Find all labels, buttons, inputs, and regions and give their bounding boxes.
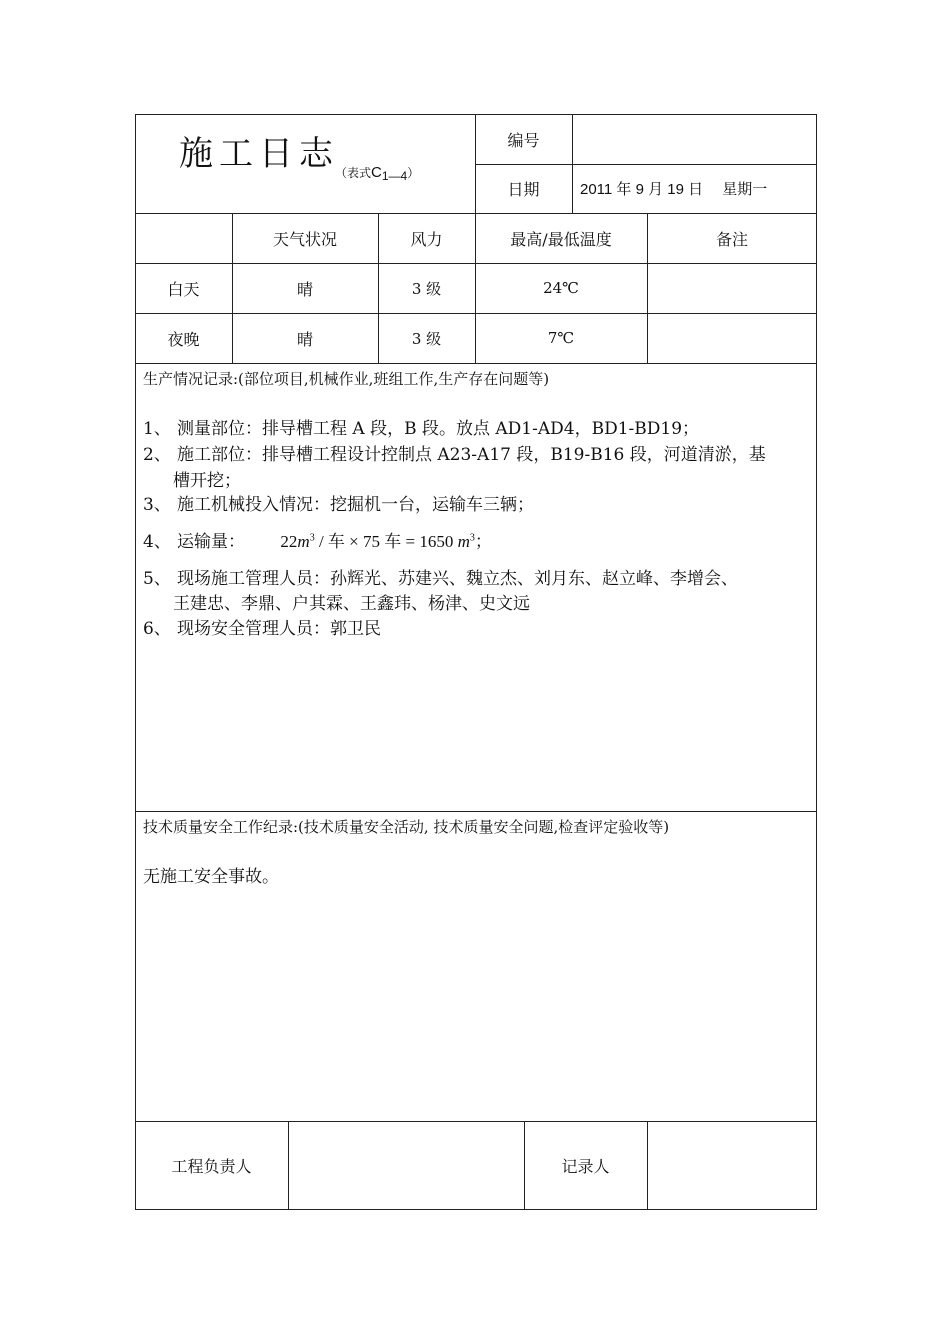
formula-exponent: 3 (469, 532, 475, 544)
production-item-4 (143, 527, 492, 552)
item-text: 槽开挖； (173, 471, 241, 491)
weather-wind-night: 3 级 (411, 329, 442, 348)
number-field[interactable] (572, 114, 817, 164)
project-manager-field[interactable] (288, 1121, 524, 1210)
production-item-2 (143, 440, 766, 465)
production-item-1 (143, 414, 699, 439)
production-item-2-continued (173, 466, 241, 491)
weather-col-condition: 天气状况 (272, 229, 337, 249)
production-item-5 (143, 564, 738, 589)
item-text: 现场施工管理人员：孙辉光、苏建兴、魏立杰、刘月东、赵立峰、李增会、 (177, 569, 738, 589)
date-label: 日期 (507, 180, 540, 199)
recorder-label: 记录人 (561, 1157, 610, 1176)
weather-col-temperature: 最高/最低温度 (510, 229, 612, 249)
weather-period-day: 白天 (167, 279, 200, 299)
item-number: 4、 (143, 532, 171, 552)
form-code-prefix: （表式 (335, 165, 372, 180)
item-number: 5、 (143, 569, 171, 589)
weather-condition-night: 晴 (296, 329, 313, 349)
weather-period-night: 夜晚 (167, 329, 200, 349)
weather-remark-day[interactable] (647, 263, 817, 313)
weather-col-remark: 备注 (715, 229, 748, 249)
weather-col-wind: 风力 (410, 229, 443, 249)
row-divider (135, 363, 817, 364)
item-number: 6、 (143, 619, 171, 639)
item-text: 施工机械投入情况：挖掘机一台，运输车三辆； (177, 495, 534, 515)
row-divider (135, 811, 817, 812)
formula-qty: 22 (280, 532, 298, 551)
formula-unit: m (297, 532, 310, 551)
weather-condition-day: 晴 (296, 279, 313, 299)
tech-section-content: 无施工安全事故。 (143, 867, 279, 887)
recorder-field[interactable] (647, 1121, 817, 1210)
item-number: 1、 (143, 419, 171, 439)
weather-remark-night[interactable] (647, 313, 817, 363)
item-text: 运输量： (177, 532, 245, 552)
weather-temperature-night: 7℃ (547, 329, 575, 347)
production-item-6 (143, 614, 381, 639)
page-title: 施工日志 (179, 133, 339, 174)
formula-exponent: 3 (309, 532, 315, 544)
production-item-5-continued (173, 589, 530, 614)
form-code-main: C (371, 163, 382, 181)
item-text: 测量部位：排导槽工程 A 段，B 段。放点 AD1-AD4，BD1-BD19； (177, 419, 700, 439)
item-text: 王建忠、李鼎、户其霖、王鑫玮、杨津、史文远 (173, 594, 530, 614)
production-section-title: 生产情况记录:(部位项目,机械作业,班组工作,生产存在问题等) (143, 370, 550, 388)
date-field[interactable]: 2011 年 9 月 19 日 星期一 (580, 181, 768, 198)
item-text: 现场安全管理人员：郭卫民 (177, 619, 381, 639)
weather-wind-day: 3 级 (411, 279, 442, 298)
form-code-sub: 1—4 (381, 169, 408, 183)
number-label: 编号 (507, 130, 540, 150)
production-item-3 (143, 490, 534, 515)
item-number: 3、 (143, 495, 171, 515)
tech-section-title: 技术质量安全工作纪录:(技术质量安全活动, 技术质量安全问题,检查评定验收等) (143, 818, 670, 836)
transport-formula (280, 532, 491, 551)
formula-end: ； (474, 532, 492, 551)
project-manager-label: 工程负责人 (171, 1157, 252, 1176)
weather-temperature-day: 24℃ (543, 279, 579, 297)
formula-unit: m (457, 532, 470, 551)
form-code-suffix: ） (407, 165, 420, 180)
construction-log-form (135, 114, 817, 1210)
formula-expression: / 车 × 75 车 = 1650 (314, 532, 458, 551)
form-code (335, 160, 419, 184)
item-number: 2、 (143, 445, 171, 465)
item-text: 施工部位：排导槽工程设计控制点 A23-A17 段，B19-B16 段，河道清淤，基 (177, 445, 766, 465)
